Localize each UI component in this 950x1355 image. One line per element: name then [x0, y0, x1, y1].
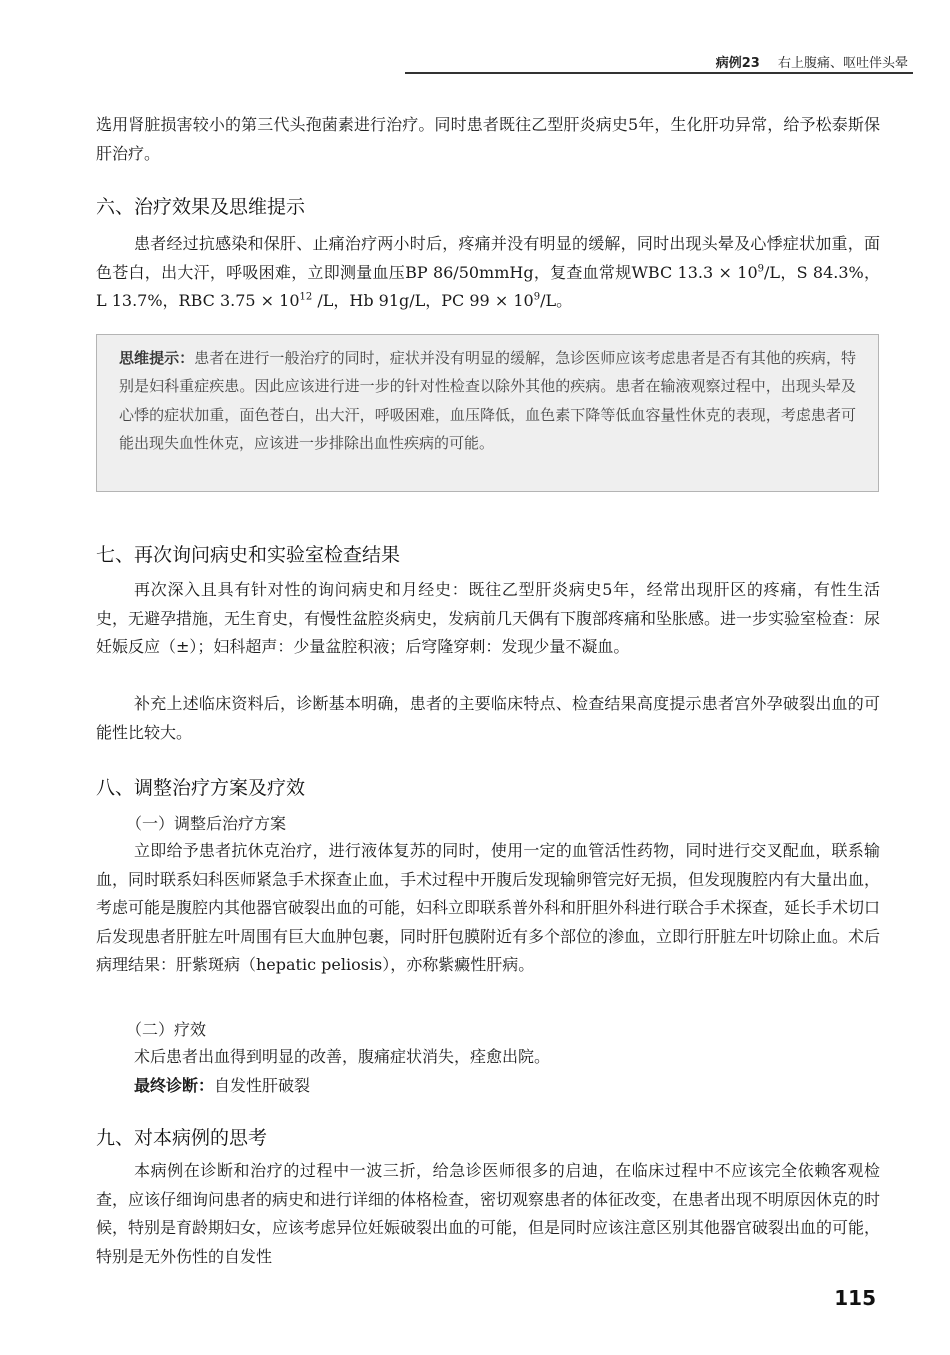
section-7-paragraph-1: 再次深入且具有针对性的询问病史和月经史：既往乙型肝炎病史5年，经常出现肝区的疼痛，有性生活史，无避孕措施，无生育史，有慢性盆腔炎病史，发病前几天偶有下腹部疼痛和坠胀感。进一步实验室检查：尿妊娠反应（±）；妇科超声：少量盆腔积液；后穹隆穿刺：发现少量不凝血。: [96, 580, 881, 656]
intro-paragraph: 选用肾脏损害较小的第三代头孢菌素进行治疗。同时患者既往乙型肝炎病史5年，生化肝功异常，给予松泰斯保肝治疗。: [96, 115, 880, 163]
section-6-text-1: 患者经过抗感染和保肝、止痛治疗两小时后，疼痛并没有明显的缓解，同时出现头晕及心悸症状加重，面色苍白，出大汗，呼吸困难，立即测量血压BP 86/50mmHg，复查血常规WBC 13.3 × 10: [96, 234, 880, 282]
section-6-paragraph: [96, 230, 880, 316]
thinking-tip-box: [96, 334, 879, 492]
section-8-sub-1-title: （一）调整后治疗方案: [126, 814, 287, 833]
tip-label: 思维提示：: [119, 349, 195, 367]
section-6-exp-2: 12: [299, 291, 313, 303]
header-case-title: 右上腹痛、呕吐伴头晕: [777, 56, 908, 71]
final-diagnosis-label: 最终诊断：: [134, 1076, 215, 1095]
section-8-sub-2-paragraph: 术后患者出血得到明显的改善，腹痛症状消失，痊愈出院。: [134, 1047, 551, 1066]
page-number: 115: [834, 1286, 876, 1310]
section-8-title: 八、调整治疗方案及疗效: [96, 777, 306, 799]
section-9-paragraph: 本病例在诊断和治疗的过程中一波三折，给急诊医师很多的启迪，在临床过程中不应该完全依赖客观检查，应该仔细询问患者的病史和进行详细的体格检查，密切观察患者的体征改变，在患者出现不明原因休克的时候，特别是育龄期妇女，应该考虑异位妊娠破裂出血的可能，但是同时应该注意区别其他器官破裂出血的可能，特别是无外伤性的自发性: [96, 1161, 881, 1266]
final-diagnosis: [134, 1072, 310, 1100]
final-diagnosis-value: 自发性肝破裂: [214, 1076, 311, 1095]
section-6-exp-3: 9: [533, 291, 541, 303]
running-header: [716, 52, 908, 71]
section-6-text-2: /L，S 84.3%，L 13.7%，RBC 3.75 × 10: [96, 262, 880, 310]
section-7-paragraph-2: 补充上述临床资料后，诊断基本明确，患者的主要临床特点、检查结果高度提示患者宫外孕破裂出血的可能性比较大。: [96, 694, 880, 742]
section-6-title: 六、治疗效果及思维提示: [96, 196, 306, 218]
section-6-text-3: /L，Hb 91g/L，PC 99 × 10: [312, 291, 534, 310]
section-8-sub-1-paragraph: 立即给予患者抗休克治疗，进行液体复苏的同时，使用一定的血管活性药物，同时进行交叉配血，联系输血，同时联系妇科医师紧急手术探查止血，手术过程中开腹后发现输卵管完好无损，但发现腹腔内有大量出血，考虑可能是腹腔内其他器官破裂出血的可能，妇科立即联系普外科和肝胆外科进行联合手术探查，延长手术切口后发现患者肝脏左叶周围有巨大血肿包裹，同时肝包膜附近有多个部位的渗血，立即行肝脏左叶切除止血。术后病理结果：肝紫斑病（hepatic peliosis），亦称紫癜性肝病。: [96, 841, 881, 974]
tip-text: 患者在进行一般治疗的同时，症状并没有明显的缓解，急诊医师应该考虑患者是否有其他的疾病，特别是妇科重症疾患。因此应该进行进一步的针对性检查以除外其他的疾病。患者在输液观察过程中，出现头晕及心悸的症状加重，面色苍白，出大汗，呼吸困难，血压降低，血色素下降等低血容量性休克的表现，考虑患者可能出现失血性休克，应该进一步排除出血性疾病的可能。: [119, 349, 856, 452]
section-6-exp-1: 9: [757, 263, 765, 275]
section-6-text-4: /L。: [540, 291, 573, 310]
section-9-title: 九、对本病例的思考: [96, 1127, 268, 1149]
section-7-title: 七、再次询问病史和实验室检查结果: [96, 544, 401, 566]
header-rule: [405, 72, 913, 74]
section-8-sub-2-title: （二）疗效: [126, 1020, 207, 1039]
header-case-label: 病例23: [715, 56, 760, 71]
